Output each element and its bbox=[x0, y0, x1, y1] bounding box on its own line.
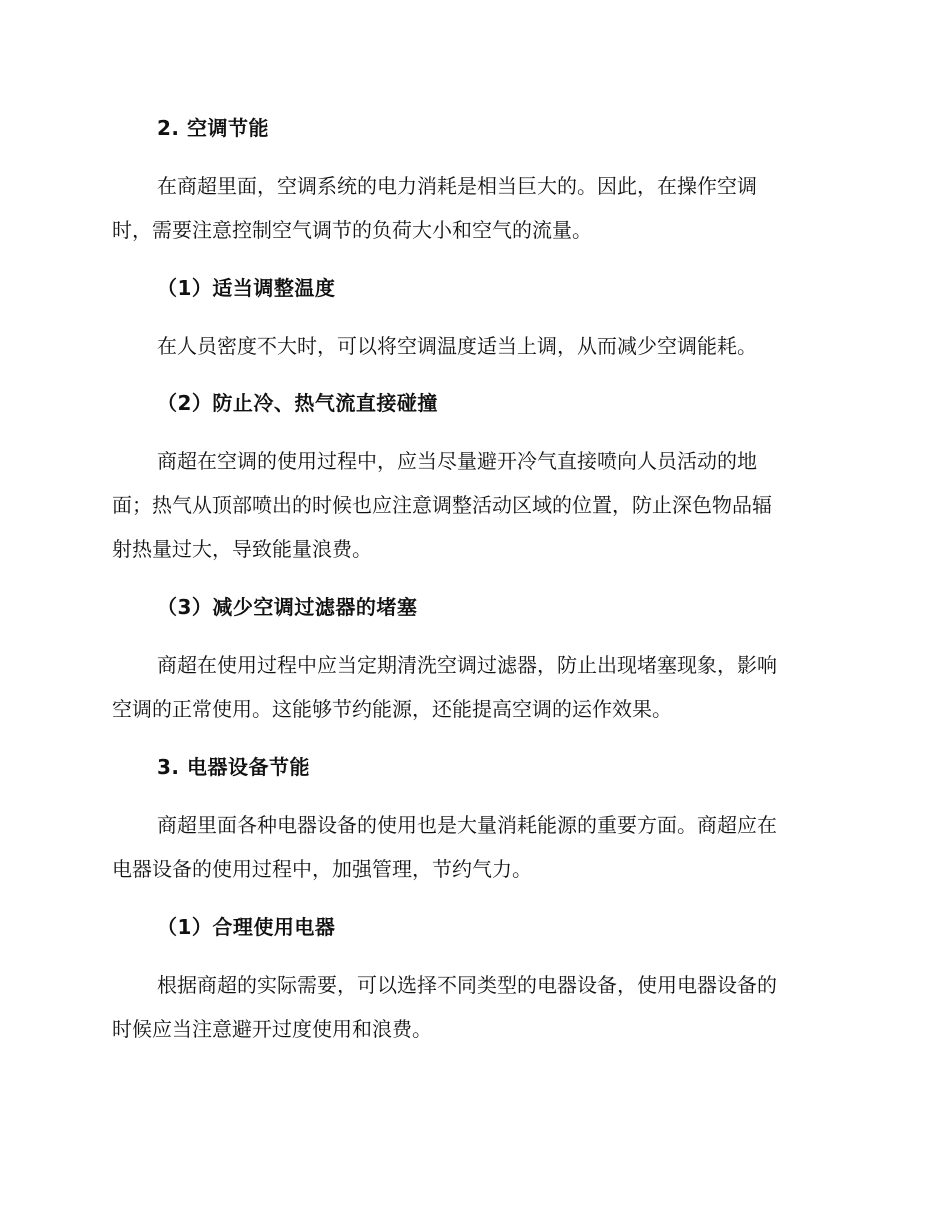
paragraph-line: 商超在使用过程中应当定期清洗空调过滤器，防止出现堵塞现象，影响 bbox=[157, 653, 777, 677]
subheading-3-1: （1）合理使用电器 bbox=[157, 915, 336, 939]
paragraph-line: 在商超里面，空调系统的电力消耗是相当巨大的。因此，在操作空调 bbox=[157, 174, 757, 198]
paragraph-2 bbox=[112, 164, 832, 252]
subheading-2-1: （1）适当调整温度 bbox=[157, 276, 336, 300]
paragraph-line: 根据商超的实际需要，可以选择不同类型的电器设备，使用电器设备的 bbox=[157, 973, 777, 997]
paragraph-line: 商超里面各种电器设备的使用也是大量消耗能源的重要方面。商超应在 bbox=[157, 813, 777, 837]
paragraph-line: 面；热气从顶部喷出的时候也应注意调整活动区域的位置，防止深色物品辐 bbox=[112, 493, 772, 517]
paragraph-line: 商超在空调的使用过程中，应当尽量避开冷气直接喷向人员活动的地 bbox=[157, 449, 757, 473]
paragraph-2-1 bbox=[112, 324, 832, 368]
subheading-2-2: （2）防止冷、热气流直接碰撞 bbox=[157, 391, 438, 415]
section-heading-3: 3. 电器设备节能 bbox=[157, 755, 310, 779]
paragraph-2-3 bbox=[112, 643, 832, 731]
paragraph-line: 电器设备的使用过程中，加强管理，节约气力。 bbox=[112, 857, 532, 881]
subheading-2-3: （3）减少空调过滤器的堵塞 bbox=[157, 595, 418, 619]
paragraph-3 bbox=[112, 803, 832, 891]
paragraph-line: 在人员密度不大时，可以将空调温度适当上调，从而减少空调能耗。 bbox=[157, 334, 757, 358]
paragraph-3-1 bbox=[112, 963, 832, 1051]
paragraph-line: 空调的正常使用。这能够节约能源，还能提高空调的运作效果。 bbox=[112, 697, 672, 721]
paragraph-line: 射热量过大，导致能量浪费。 bbox=[112, 537, 372, 561]
paragraph-2-2 bbox=[112, 439, 832, 571]
paragraph-line: 时候应当注意避开过度使用和浪费。 bbox=[112, 1017, 432, 1041]
paragraph-line: 时，需要注意控制空气调节的负荷大小和空气的流量。 bbox=[112, 218, 592, 242]
section-heading-2: 2. 空调节能 bbox=[157, 116, 269, 140]
